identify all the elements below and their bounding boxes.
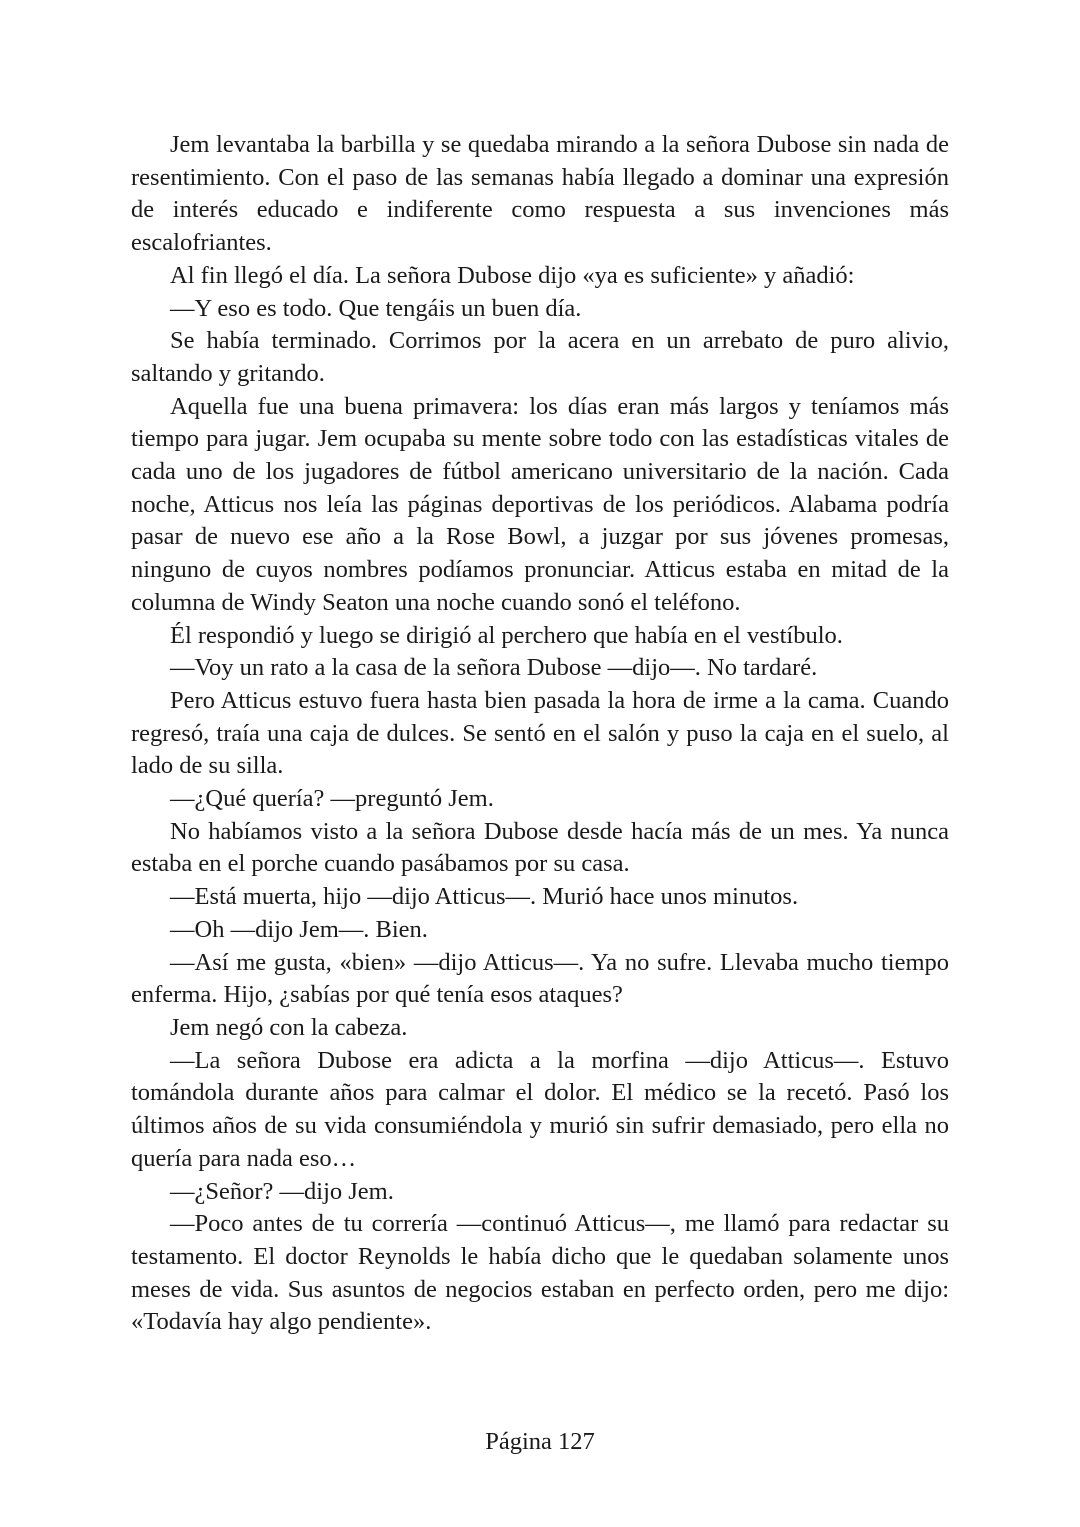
paragraph: Pero Atticus estuvo fuera hasta bien pasada la hora de irme a la cama. Cuando regresó, traía una caja de dulces. Se sentó en el salón y puso la caja en el suelo, al lado de su silla. (131, 686, 949, 780)
page-body (131, 129, 949, 1339)
paragraph: —Voy un rato a la casa de la señora Dubose —dijo—. No tardaré. (170, 654, 818, 682)
paragraph: —Está muerta, hijo —dijo Atticus—. Murió hace unos minutos. (170, 883, 799, 911)
paragraph: No habíamos visto a la señora Dubose desde hacía más de un mes. Ya nunca estaba en el porche cuando pasábamos por su casa. (131, 817, 949, 878)
paragraph: —La señora Dubose era adicta a la morfina —dijo Atticus—. Estuvo tomándola durante años para calmar el dolor. El médico se la recetó. Pasó los últimos años de su vida consumiéndola y murió sin sufrir demasiado, pero ella no quería para nada eso… (131, 1046, 949, 1172)
paragraph: Al fin llegó el día. La señora Dubose dijo «ya es suficiente» y añadió: (170, 261, 855, 289)
page-number: Página 127 (485, 1428, 595, 1455)
paragraph: Se había terminado. Corrimos por la acera en un arrebato de puro alivio, saltando y gritando. (131, 327, 949, 387)
paragraph: —¿Qué quería? —preguntó Jem. (170, 785, 494, 813)
paragraph: —Poco antes de tu correría —continuó Atticus—, me llamó para redactar su testamento. El doctor Reynolds le había dicho que le quedaban solamente unos meses de vida. Sus asuntos de negocios estaban en perfecto orden, pero me dijo: «Todavía hay algo pendiente». (131, 1210, 949, 1336)
paragraph: —Así me gusta, «bien» —dijo Atticus—. Ya no sufre. Llevaba mucho tiempo enferma. Hijo, ¿sabías por qué tenía esos ataques? (131, 948, 949, 1009)
paragraph: —¿Señor? —dijo Jem. (170, 1177, 394, 1205)
paragraph: Aquella fue una buena primavera: los días eran más largos y teníamos más tiempo para jugar. Jem ocupaba su mente sobre todo con las estadísticas vitales de cada uno de los jugadores de fútbol americano universitario de la nación. Cada noche, Atticus nos leía las páginas deportivas de los periódicos. Alabama podría pasar de nuevo ese año a la Rose Bowl, a juzgar por sus jóvenes promesas, ninguno de cuyos nombres podíamos pronunciar. Atticus estaba en mitad de la columna de Windy Seaton una noche cuando sonó el teléfono. (131, 392, 949, 616)
paragraph: Él respondió y luego se dirigió al perchero que había en el vestíbulo. (170, 621, 843, 649)
paragraph: —Y eso es todo. Que tengáis un buen día. (170, 294, 582, 322)
paragraph: Jem negó con la cabeza. (170, 1013, 408, 1041)
paragraph: —Oh —dijo Jem—. Bien. (170, 915, 428, 943)
paragraph: Jem levantaba la barbilla y se quedaba mirando a la señora Dubose sin nada de resentimiento. Con el paso de las semanas había llegado a dominar una expresión de interés educado e indiferente como respuesta a sus invenciones más escalofriantes. (131, 131, 949, 257)
